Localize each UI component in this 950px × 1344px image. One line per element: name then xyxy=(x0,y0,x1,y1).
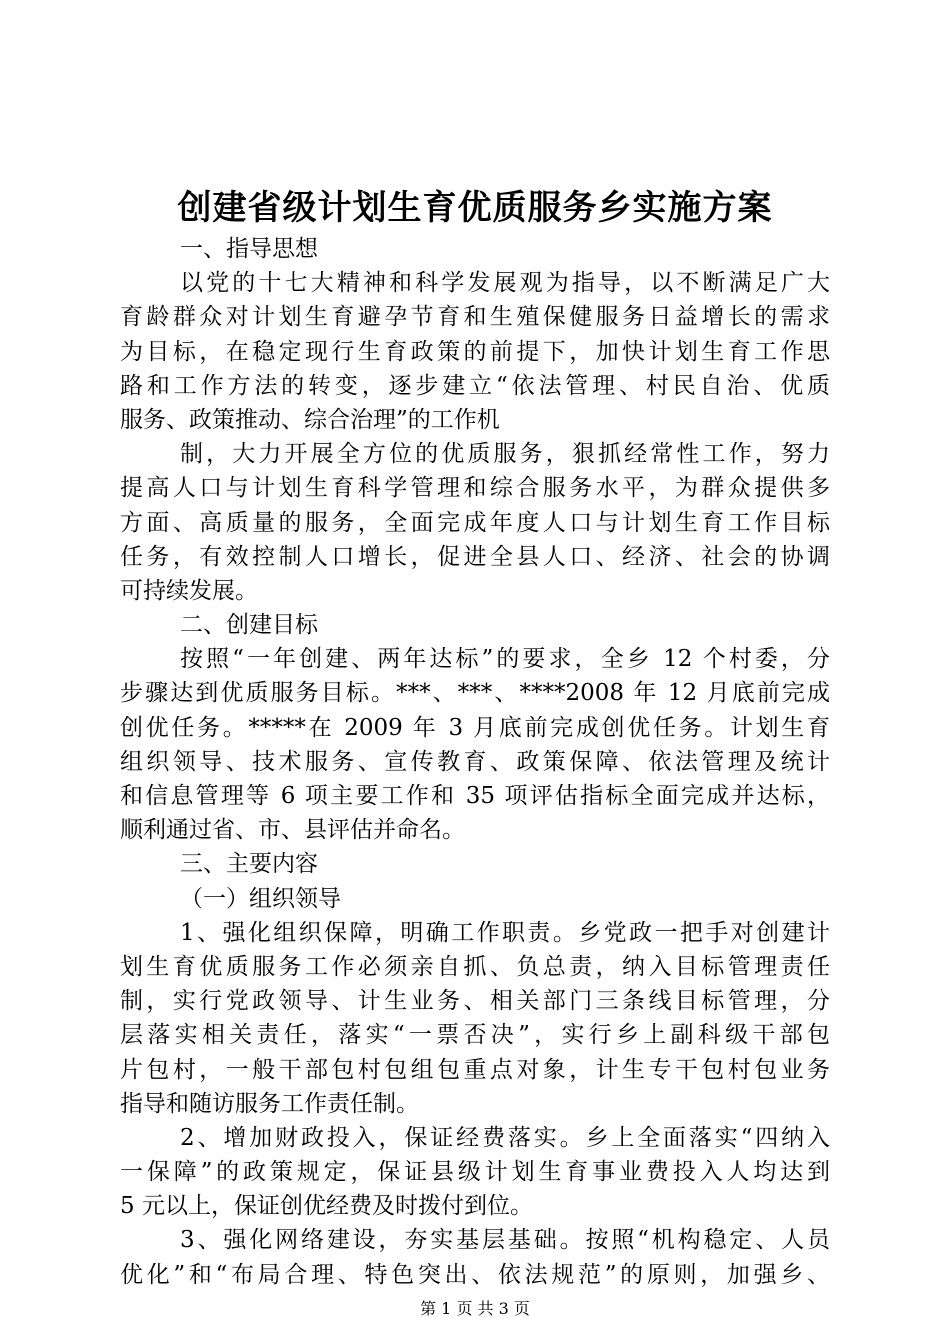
body-line: 按照“一年创建、两年达标”的要求，全乡 12 个村委，分 xyxy=(180,646,830,673)
body-line: 提高人口与计划生育科学管理和综合服务水平，为群众提供多 xyxy=(120,475,830,502)
body-line: 3、强化网络建设，夯实基层基础。按照“机构稳定、人员 xyxy=(180,1227,830,1254)
body-line: 以党的十七大精神和科学发展观为指导，以不断满足广大 xyxy=(180,270,830,297)
body-line: 1、强化组织保障，明确工作职责。乡党政一把手对创建计 xyxy=(180,919,830,946)
body-line: 优化”和“布局合理、特色突出、依法规范”的原则，加强乡、 xyxy=(120,1261,830,1288)
body-line: 片包村，一般干部包村包组包重点对象，计生专干包村包业务 xyxy=(120,1056,830,1083)
document-body xyxy=(120,232,830,1292)
page-footer: 第 1 页 共 3 页 xyxy=(420,1299,530,1318)
body-line: 层落实相关责任，落实“一票否决”，实行乡上副科级干部包 xyxy=(120,1022,830,1049)
body-line: 制，大力开展全方位的优质服务，狠抓经常性工作，努力 xyxy=(180,441,830,468)
body-line: 为目标，在稳定现行生育政策的前提下，加快计划生育工作思 xyxy=(120,338,830,365)
body-line: 育龄群众对计划生育避孕节育和生殖保健服务日益增长的需求 xyxy=(120,304,830,331)
body-line: 划生育优质服务工作必须亲自抓、负总责，纳入目标管理责任 xyxy=(120,953,830,980)
body-line: 服务、政策推动、综合治理”的工作机 xyxy=(120,406,500,433)
body-line: 二、创建目标 xyxy=(180,612,318,639)
body-line: 2、增加财政投入，保证经费落实。乡上全面落实“四纳入 xyxy=(180,1124,830,1151)
body-line: 任务，有效控制人口增长，促进全县人口、经济、社会的协调 xyxy=(120,543,830,570)
body-line: 路和工作方法的转变，逐步建立“依法管理、村民自治、优质 xyxy=(120,372,830,399)
body-line: 可持续发展。 xyxy=(120,577,258,604)
body-line: 顺利通过省、市、县评估并命名。 xyxy=(120,817,465,844)
body-line: 创优任务。*****在 2009 年 3 月底前完成创优任务。计划生育 xyxy=(120,714,830,741)
body-line: 三、主要内容 xyxy=(180,851,318,878)
document-title: 创建省级计划生育优质服务乡实施方案 xyxy=(177,188,773,228)
body-line: （一）组织领导 xyxy=(180,885,341,912)
body-line: 制，实行党政领导、计生业务、相关部门三条线目标管理，分 xyxy=(120,988,830,1015)
body-line: 5 元以上，保证创优经费及时拨付到位。 xyxy=(120,1193,533,1220)
body-line: 指导和随访服务工作责任制。 xyxy=(120,1090,419,1117)
body-line: 和信息管理等 6 项主要工作和 35 项评估指标全面完成并达标， xyxy=(120,783,830,809)
body-line: 组织领导、技术服务、宣传教育、政策保障、依法管理及统计 xyxy=(120,748,830,775)
body-line: 一保障”的政策规定，保证县级计划生育事业费投入人均达到 xyxy=(120,1159,830,1186)
body-line: 步骤达到优质服务目标。***、***、****2008 年 12 月底前完成 xyxy=(120,680,830,707)
body-line: 一、指导思想 xyxy=(180,236,318,262)
body-line: 方面、高质量的服务，全面完成年度人口与计划生育工作目标 xyxy=(120,509,830,536)
